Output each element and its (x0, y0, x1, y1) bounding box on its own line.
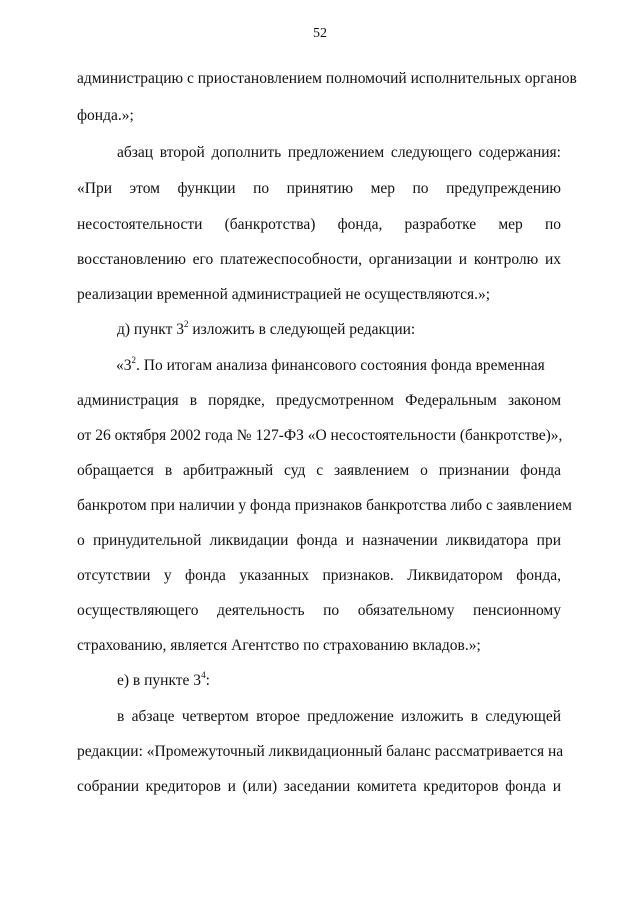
text-line: банкротом при наличии у фонда признаков банкротства либо с заявлением (77, 497, 572, 514)
text-fragment: е) в пункте 3 (117, 672, 202, 689)
text-line: страхованию, является Агентство по страхованию вкладов.»; (77, 637, 481, 654)
superscript: 4 (201, 670, 206, 680)
text-line: о принудительной ликвидации фонда и назначении ликвидатора при (77, 532, 561, 549)
text-line: абзац второй дополнить предложением следующего содержания: (117, 144, 561, 161)
superscript: 2 (184, 319, 189, 329)
text-line: редакции: «Промежуточный ликвидационный баланс рассматривается на (77, 743, 564, 760)
paragraph-3-2 (116, 356, 561, 376)
text-line: администрацию с приостановлением полномочий исполнительных органов (77, 70, 577, 87)
text-line: несостоятельности (банкротства) фонда, разработке мер по (77, 216, 561, 233)
superscript: 2 (131, 355, 136, 365)
text-fragment: изложить в следующей редакции: (192, 321, 416, 338)
text-fragment: : (205, 672, 210, 689)
text-fragment: . По итогам анализа финансового состояния фонда временная (136, 357, 545, 374)
text-line: фонда.»; (77, 107, 134, 124)
text-line: осуществляющего деятельность по обязательному пенсионному (77, 602, 561, 619)
text-line: отсутствии у фонда указанных признаков. Ликвидатором фонда, (77, 567, 561, 584)
text-line: от 26 октября 2002 года № 127-ФЗ «О несостоятельности (банкротстве)», (77, 427, 563, 444)
text-line: администрация в порядке, предусмотренном Федеральным законом (77, 392, 561, 409)
text-line: собрании кредиторов и (или) заседании комитета кредиторов фонда и (77, 778, 561, 795)
text-line: восстановлению его платежеспособности, организации и контролю их (77, 251, 561, 268)
text-line: «При этом функции по принятию мер по предупреждению (77, 180, 561, 197)
page-number: 52 (313, 26, 327, 41)
text-line: в абзаце четвертом второе предложение изложить в следующей (117, 708, 561, 725)
paragraph-d (117, 320, 561, 340)
text-line: реализации временной администрацией не осуществляются.»; (77, 286, 491, 303)
text-line: обращается в арбитражный суд с заявлением о признании фонда (77, 462, 561, 479)
text-fragment: «3 (116, 357, 132, 374)
paragraph-e (117, 671, 561, 691)
text-fragment: д) пункт 3 (117, 321, 184, 338)
